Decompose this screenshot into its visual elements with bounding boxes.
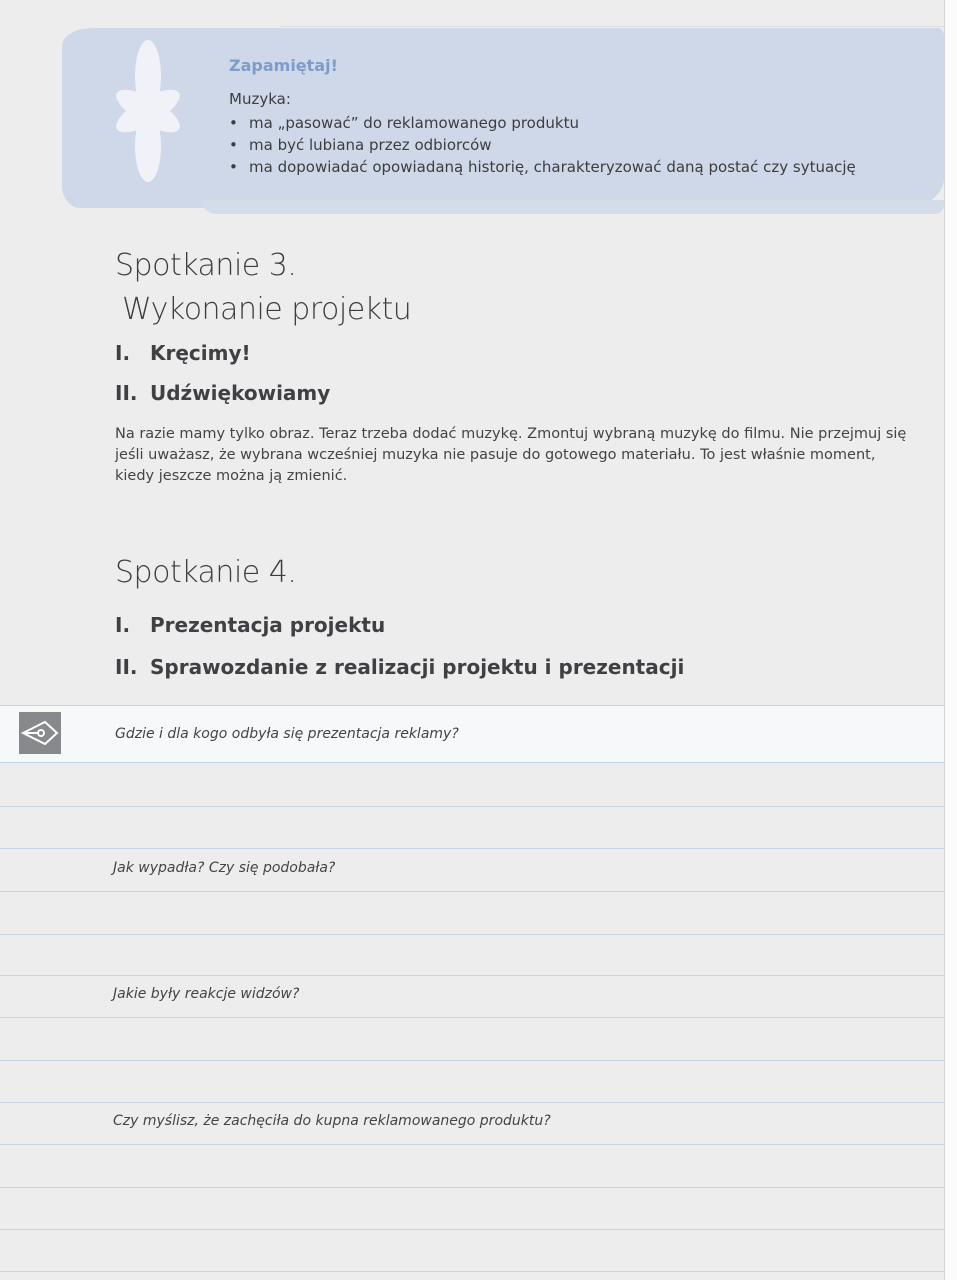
writing-line bbox=[0, 762, 944, 763]
meeting3-section bbox=[115, 341, 251, 365]
question: Jak wypadła? Czy się podobała? bbox=[113, 860, 336, 876]
writing-line bbox=[0, 705, 944, 706]
remember-intro: Muzyka: bbox=[229, 90, 291, 108]
section-label: Sprawozdanie z realizacji projektu i prezentacji bbox=[150, 655, 685, 679]
section-number: I. bbox=[115, 613, 131, 637]
section-number: II. bbox=[115, 655, 138, 679]
asterisk-icon bbox=[78, 36, 218, 186]
top-divider bbox=[280, 26, 944, 27]
meeting4-title: Spotkanie 4. bbox=[115, 555, 297, 590]
meeting4-section bbox=[115, 655, 684, 679]
writing-line bbox=[0, 848, 944, 849]
section-label: Udźwiękowiamy bbox=[150, 381, 331, 405]
writing-line bbox=[0, 1017, 944, 1018]
question: Jakie były reakcje widzów? bbox=[113, 986, 300, 1002]
meeting3-subtitle: Wykonanie projektu bbox=[122, 292, 412, 327]
writing-line bbox=[0, 934, 944, 935]
writing-line bbox=[0, 1102, 944, 1103]
question: Czy myślisz, że zachęciła do kupna reklamowanego produktu? bbox=[113, 1113, 551, 1129]
remember-title: Zapamiętaj! bbox=[229, 56, 338, 75]
section-label: Prezentacja projektu bbox=[150, 613, 386, 637]
writing-line bbox=[0, 1187, 944, 1188]
writing-line bbox=[0, 1144, 944, 1145]
remember-item: • ma być lubiana przez odbiorców bbox=[229, 134, 856, 156]
remember-list bbox=[229, 112, 856, 178]
question: Gdzie i dla kogo odbyła się prezentacja reklamy? bbox=[115, 726, 459, 742]
section-number: I. bbox=[115, 341, 131, 365]
writing-line bbox=[0, 975, 944, 976]
writing-line bbox=[0, 1271, 944, 1272]
section-label: Kręcimy! bbox=[150, 341, 251, 365]
remember-item: • ma „pasować” do reklamowanego produktu bbox=[229, 112, 856, 134]
meeting4-section bbox=[115, 613, 385, 637]
meeting3-section bbox=[115, 381, 330, 405]
meeting3-body: Na razie mamy tylko obraz. Teraz trzeba dodać muzykę. Zmontuj wybraną muzykę do filmu. Nie przejmuj się jeśli uważasz, że wybrana wcześniej muzyka nie pasuje do gotowego materiału. To jest właśnie moment, kiedy jeszcze można ją zmienić. bbox=[115, 426, 907, 484]
remember-item: • ma dopowiadać opowiadaną historię, charakteryzować daną postać czy sytuację bbox=[229, 156, 856, 178]
meeting3-title: Spotkanie 3. bbox=[115, 248, 297, 283]
writing-line bbox=[0, 891, 944, 892]
writing-line bbox=[0, 806, 944, 807]
page-edge bbox=[944, 0, 957, 1280]
writing-line bbox=[0, 1060, 944, 1061]
section-number: II. bbox=[115, 381, 138, 405]
writing-line bbox=[0, 1229, 944, 1230]
pen-icon bbox=[19, 712, 61, 754]
